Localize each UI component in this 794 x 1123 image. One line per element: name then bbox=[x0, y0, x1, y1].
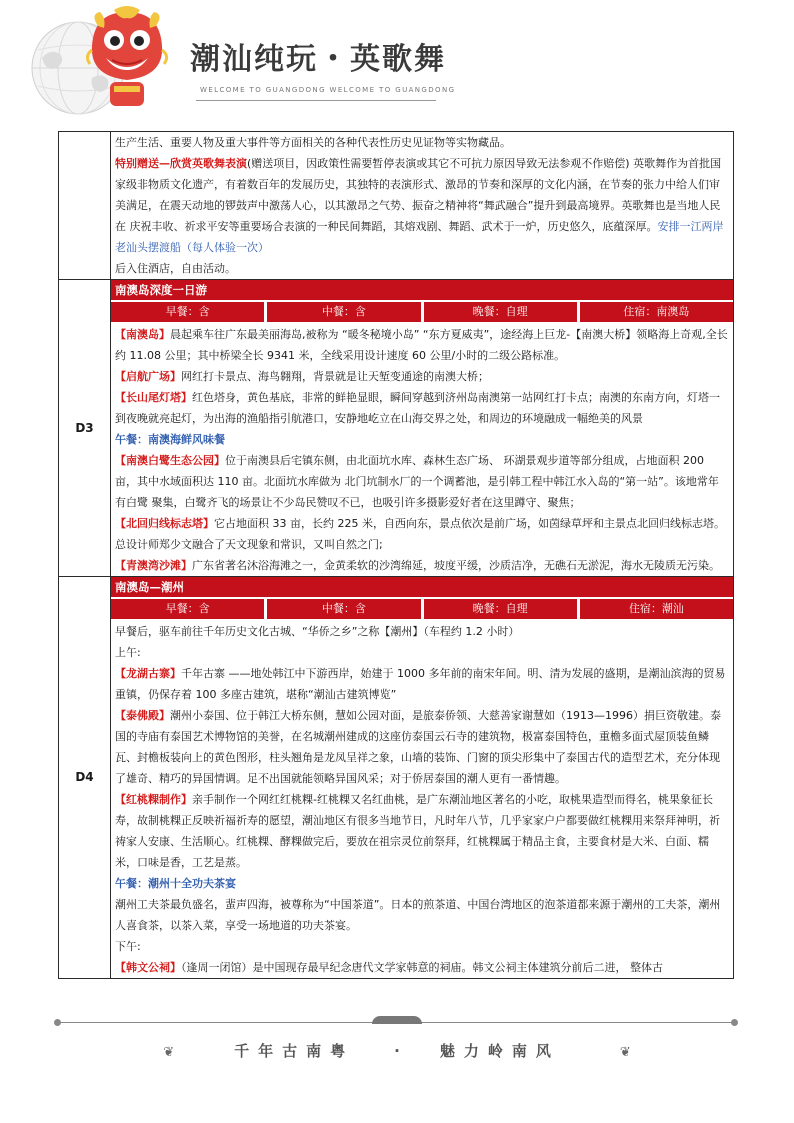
nanao-text: 晨起乘车往广东最美丽海岛,被称为 “暖冬秘境小岛” “东方夏威夷”，途经海上巨龙-【南澳大桥】领略海上奇观,全长约 11.08 公里；其中桥梁全长 9341 米，全线采用设计速度 60 公里/小时的二级公路标准。 bbox=[115, 328, 728, 362]
day-content-d2-tail bbox=[111, 132, 734, 280]
day-label-d4: D4 bbox=[59, 577, 111, 979]
meal-breakfast: 早餐：含 bbox=[111, 302, 264, 322]
gift-label: 特别赠送—欣赏英歌舞表演 bbox=[115, 157, 247, 170]
tea-paragraph: 潮州工夫茶最负盛名，蜚声四海，被尊称为“中国茶道”。日本的煎茶道、中国台湾地区的泡茶道都来源于潮州的工夫茶，潮州人喜食茶，以茶入菜，享受一场地道的功夫茶宴。 bbox=[115, 898, 721, 932]
beihui-label: 【北回归线标志塔】 bbox=[115, 517, 214, 530]
qingao-text: 广东省著名沐浴海滩之一，金黄柔软的沙湾绵延，坡度平缓，沙质洁净，无礁石无淤泥，海水无陵质无污染。 bbox=[192, 559, 720, 572]
hanwen-label: 【韩文公祠】 bbox=[115, 961, 181, 974]
day-cell-empty bbox=[59, 132, 111, 280]
meal-dinner: 晚餐：自理 bbox=[424, 302, 577, 322]
changshan-label: 【长山尾灯塔】 bbox=[115, 391, 192, 404]
footer-slogan-right: 魅力岭南风 bbox=[439, 1042, 560, 1060]
hanwen-text: （逢周一闭馆）是中国现存最早纪念唐代文学家韩意的祠庙。韩文公祠主体建筑分前后二进， 整体古 bbox=[181, 961, 663, 974]
taoguo-label: 【红桃粿制作】 bbox=[115, 793, 192, 806]
qihang-text: 网红打卡景点、海鸟翱翔，背景就是让天堑变通途的南澳大桥； bbox=[181, 370, 489, 383]
day-label-d3: D3 bbox=[59, 280, 111, 577]
taifo-label: 【泰佛殿】 bbox=[115, 709, 170, 722]
page-title: 潮汕纯玩・英歌舞 bbox=[190, 42, 446, 77]
taifo-paragraph bbox=[115, 705, 729, 789]
page-subtitle: WELCOME TO GUANGDONG WELCOME TO GUANGDONG bbox=[200, 86, 456, 94]
hanwen-paragraph bbox=[115, 957, 729, 978]
taoguo-paragraph bbox=[115, 789, 729, 873]
footer-ornament-left-icon: ❦ bbox=[163, 1045, 175, 1060]
changshan-paragraph bbox=[115, 387, 729, 429]
taifo-text: 潮州小泰国、位于韩江大桥东侧，慧如公园对面，是旅泰侨领、大慈善家谢慧如（1913—1996）捐巨资敬建。泰国的寺庙有泰国艺术博物馆的美誉，在名城潮州建成的这座仿泰国云石寺的建筑物，极富泰国特色，重檐多面式屋顶装鱼鳞瓦、封檐板装向上的黄色图形，柱头翘角是龙凤呈祥之象，山墙的装饰、门窗的顶尖形集中了泰国古代的造型艺术，充分体现了雄奇、精巧的异国情调。足不出国就能领略异国风采；对于侨居泰国的潮人更有一番情趣。 bbox=[115, 709, 721, 785]
meal-breakfast: 早餐：含 bbox=[111, 599, 264, 619]
qihang-paragraph bbox=[115, 366, 729, 387]
footer-dot-right bbox=[731, 1019, 738, 1026]
lion-dance-mascot-icon bbox=[84, 6, 170, 110]
meals-row-d3 bbox=[111, 302, 733, 322]
beihui-paragraph bbox=[115, 513, 729, 555]
d4-intro-line: 早餐后，驱车前往千年历史文化古城、“华侨之乡”之称【潮州】（车程约 1.2 小时） bbox=[115, 625, 520, 638]
d3-lunch-line: 午餐：南澳海鲜风味餐 bbox=[115, 433, 225, 446]
meal-lodging: 住宿：潮汕 bbox=[580, 599, 733, 619]
d4-afternoon-label: 下午: bbox=[115, 940, 141, 953]
d2-last-line: 后入住酒店，自由活动。 bbox=[115, 262, 236, 275]
day-content-d4 bbox=[111, 577, 734, 979]
table-row-d4 bbox=[59, 577, 734, 979]
qihang-label: 【启航广场】 bbox=[115, 370, 181, 383]
d4-lunch-line: 午餐：潮州十全功夫茶宴 bbox=[115, 877, 236, 890]
meals-row-d4 bbox=[111, 599, 733, 619]
page-header bbox=[0, 0, 794, 128]
beihui-text: 它占地面积 33 亩，长约 225 米，自西向东，景点依次是前广场，如茵绿草坪和主景点北回归线标志塔。总设计师郑少文融合了天文现象和常识，又叫自然之门; bbox=[115, 517, 725, 551]
day-banner-d3: 南澳岛深度一日游 bbox=[111, 280, 733, 300]
header-divider bbox=[196, 100, 436, 101]
ferry-text: 安排一江两岸老汕头摆渡船（每人体验一次） bbox=[115, 220, 724, 254]
table-row-d2-tail bbox=[59, 132, 734, 280]
longhu-label: 【龙湖古寨】 bbox=[115, 667, 181, 680]
longhu-paragraph bbox=[115, 663, 729, 705]
day-banner-d4: 南澳岛—潮州 bbox=[111, 577, 733, 597]
bailu-paragraph bbox=[115, 450, 729, 513]
nanao-label: 【南澳岛】 bbox=[115, 328, 170, 341]
footer-slogan-left: 千年古南粤 bbox=[234, 1042, 355, 1060]
table-row-d3 bbox=[59, 280, 734, 577]
bailu-label: 【南澳白鹭生态公园】 bbox=[115, 454, 225, 467]
taoguo-text: 亲手制作一个网红红桃粿-红桃粿又名红曲桃，是广东潮汕地区著名的小吃，取桃果造型而得名，桃果象征长寿，故制桃粿正反映祈福祈寿的愿望，潮汕地区有很多当地节日，凡时年八节，几乎家家户户都要做红桃粿用来祭拜神明，祈祷家人安康、生活顺心。红桃粿、酵粿做完后，要放在祖宗灵位前祭拜，红桃粿属于精品主食，主要食材是大米、白面、糯米，口味是香，工艺是蒸。 bbox=[115, 793, 720, 869]
footer-ornament-tab bbox=[372, 1016, 422, 1024]
day-content-d3 bbox=[111, 280, 734, 577]
footer-dot-left bbox=[54, 1019, 61, 1026]
d2-gift-paragraph bbox=[115, 153, 729, 258]
bailu-text: 位于南澳县后宅镇东侧，由北面坑水库、森林生态广场、 环湖景观步道等部分组成，占地面积 200 亩，其中水域面积达 110 亩。北面坑水库做为 北门坑制水厂的一个调蓄池，是引韩工程中韩江水入岛的“第一站”。该地常年有白鹭 聚集，白鹭齐飞的场景让不少岛民赞叹不已，也吸引许多摄影爱好者在这里蹲守、聚焦； bbox=[115, 454, 719, 509]
qingao-paragraph bbox=[115, 555, 729, 576]
d4-morning-label: 上午: bbox=[115, 646, 141, 659]
itinerary-table bbox=[58, 131, 734, 979]
nanao-paragraph bbox=[115, 324, 729, 366]
longhu-text: 千年古寨 ——地处韩江中下游西岸，始建于 1000 多年前的南宋年间。明、清为发展的盛期，是潮汕滨海的贸易重镇，仍保存着 100 多座古建筑，堪称“潮汕古建筑博览” bbox=[115, 667, 726, 701]
gift-text: (赠送项目，因政策性需要暂停表演或其它不可抗力原因导致无法参观不作赔偿) 英歌舞作为首批国家级非物质文化遗产，有着数百年的发展历史，其独特的表演形式、激昂的节奏和深厚的文化内涵，在节奏的张力中给人们审美满足，在震天动地的锣鼓声中激荡人心，以其激昂之气势、振奋之精神将“舞武融合”提升到最高境界。英歌舞也是当地人民在 庆祝丰收、祈求平安等重要场合表演的一种民间舞蹈，其熔戏剧、舞蹈、武术于一炉，历史悠久，底蕴深厚。 bbox=[115, 157, 722, 233]
footer-slogan bbox=[0, 1040, 794, 1061]
meal-lunch: 中餐：含 bbox=[267, 302, 420, 322]
qingao-label: 【青澳湾沙滩】 bbox=[115, 559, 192, 572]
meal-lodging: 住宿：南澳岛 bbox=[580, 302, 733, 322]
meal-dinner: 晚餐：自理 bbox=[424, 599, 577, 619]
d2-text-line: 生产生活、重要人物及重大事件等方面相关的各种代表性历史见证物等实物藏品。 bbox=[115, 136, 511, 149]
meal-lunch: 中餐：含 bbox=[267, 599, 420, 619]
footer-ornament-right-icon: ❦ bbox=[619, 1045, 631, 1060]
changshan-text: 红色塔身，黄色基底，非常的鲜艳显眼，瞬间穿越到济州岛南澳第一站网红打卡点；南澳的东南方向，灯塔一到夜晚就亮起灯，为出海的渔船指引航港口，安静地屹立在山海交界之处，和周边的环境融成一幅绝美的风景 bbox=[115, 391, 720, 425]
footer-separator: · bbox=[394, 1042, 400, 1060]
